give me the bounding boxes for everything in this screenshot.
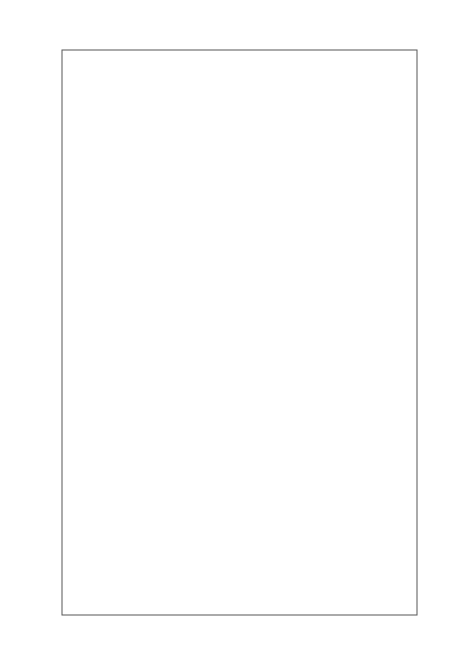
page-frame — [62, 50, 417, 615]
